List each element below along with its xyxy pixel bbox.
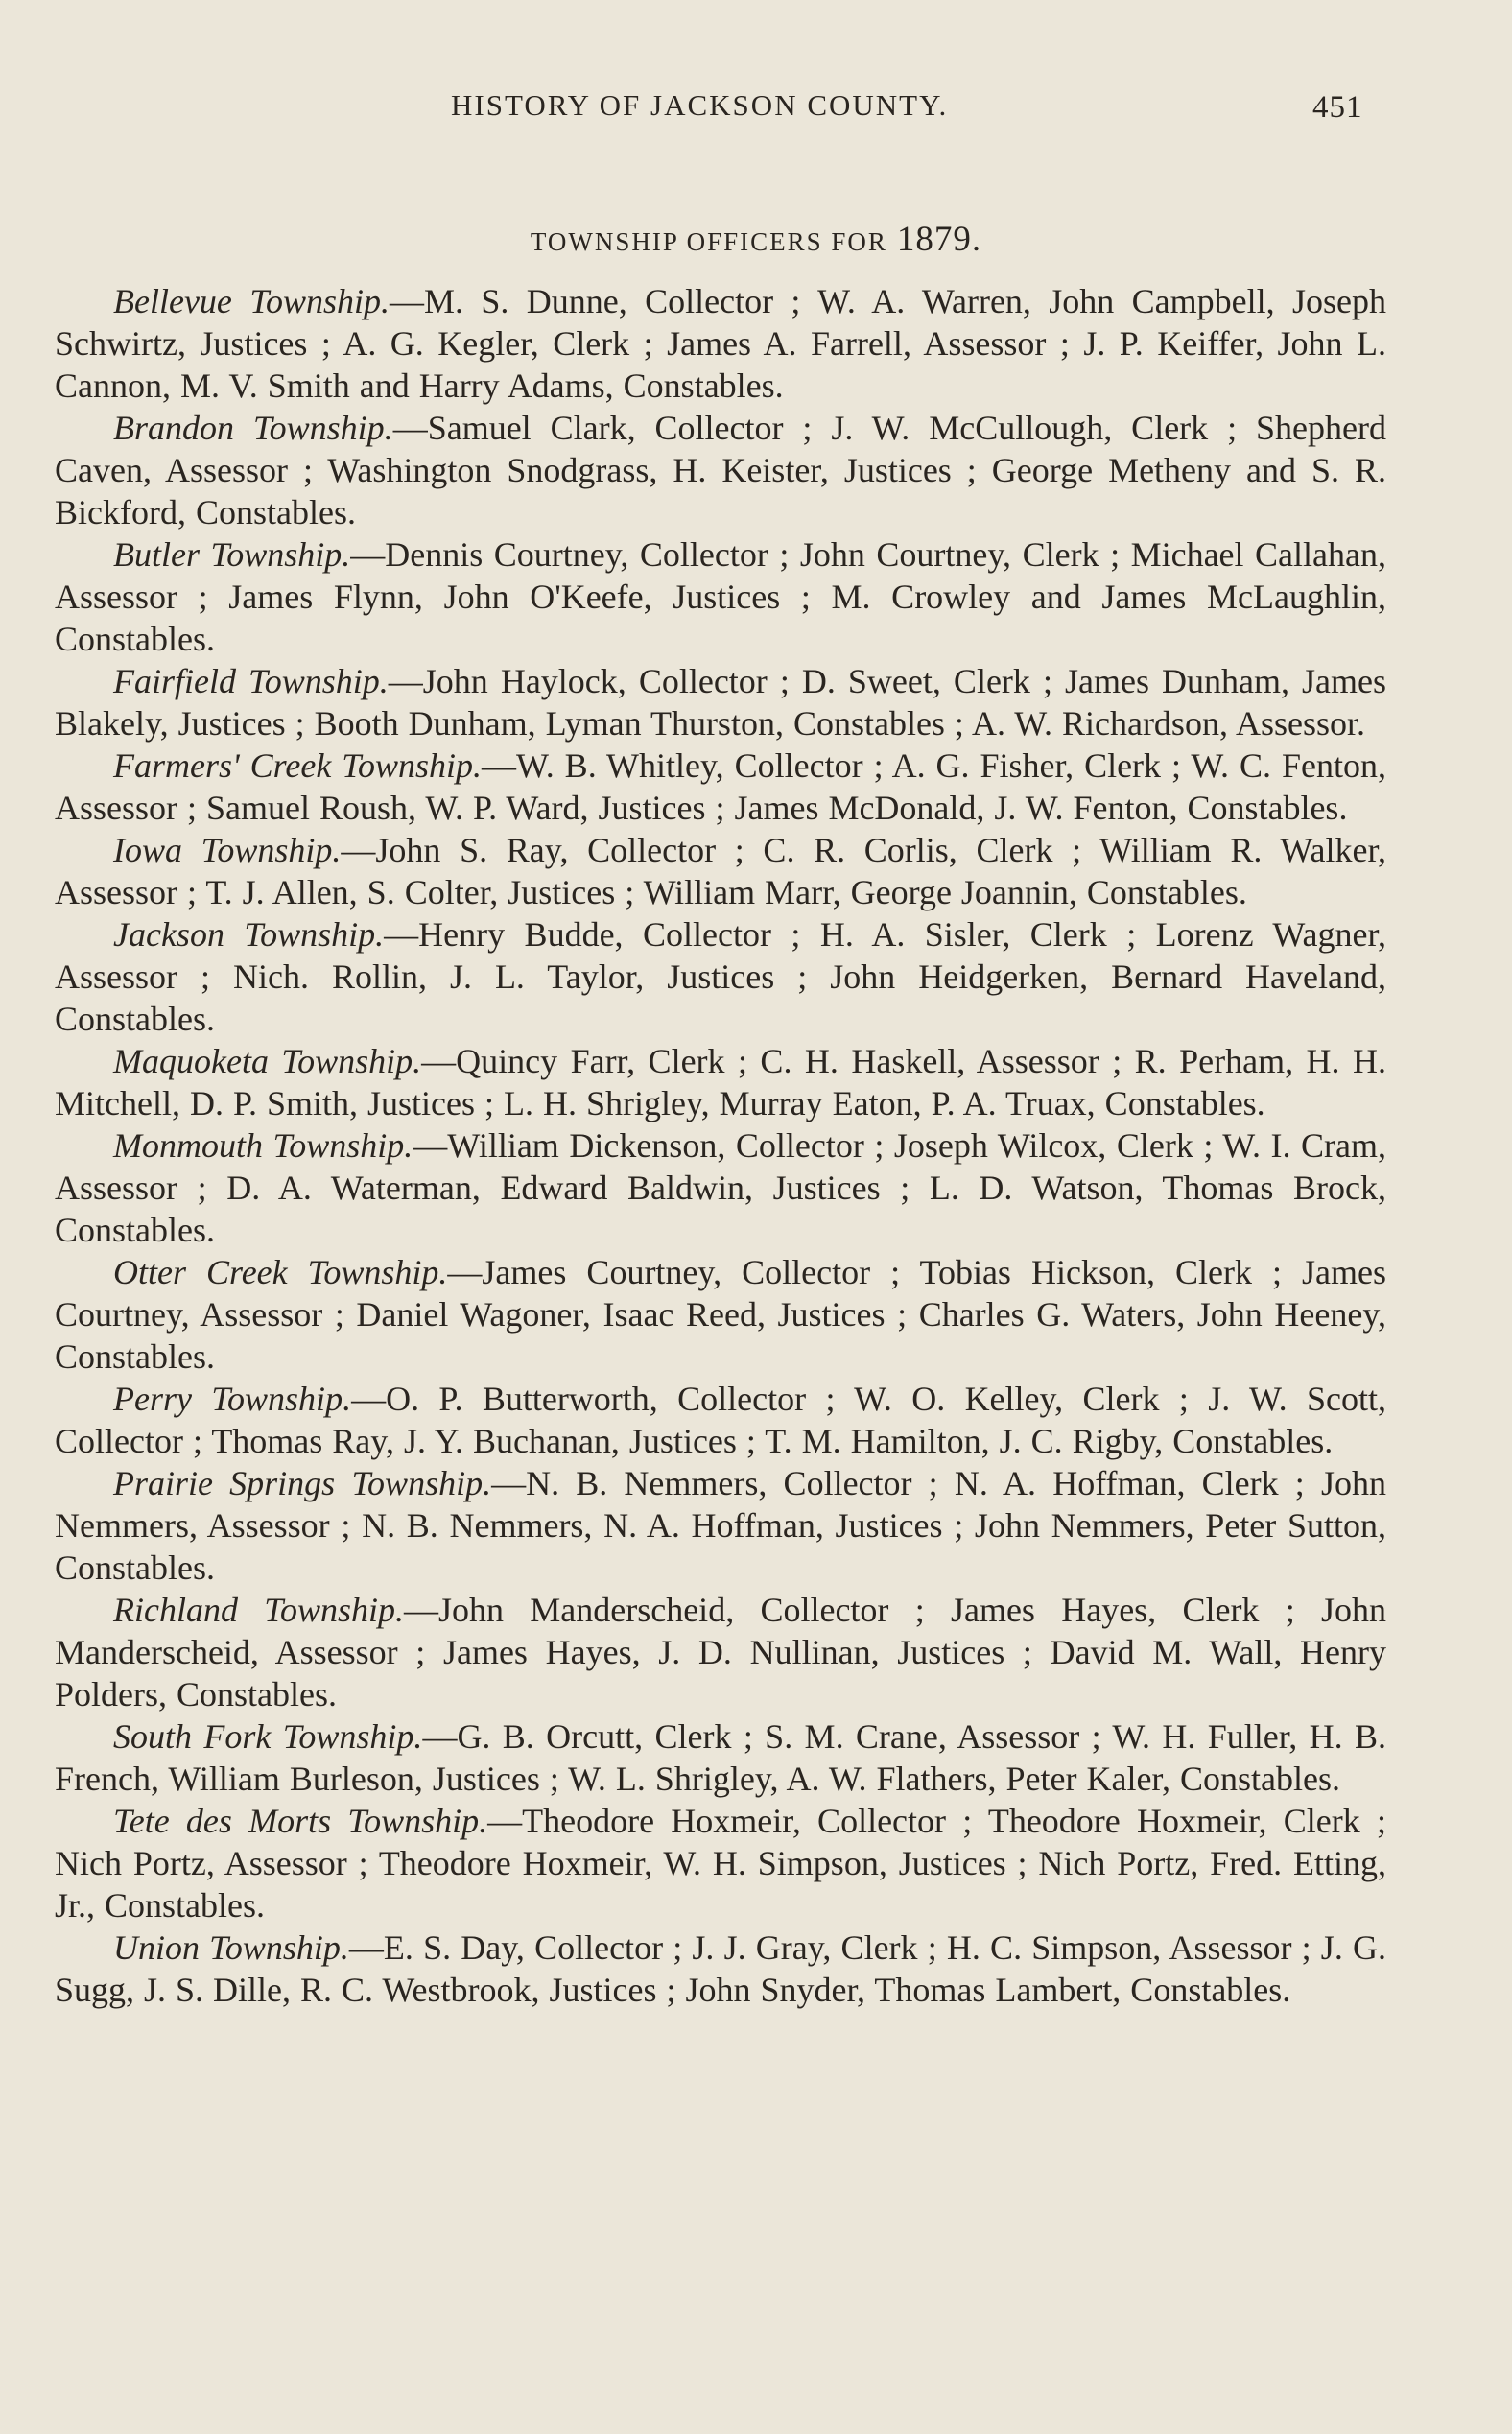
township-officers: —W. B. Whitley, Collector ; A. G. Fisher, Clerk ; W. C. Fenton, Assessor ; Samuel Roush, W. P. Ward, Justices ; James McDonald, J. W. Fenton, Constables. [55,746,1387,827]
township-entry [55,1800,1386,1926]
township-name: Richland Township. [113,1591,404,1629]
township-entry [55,1124,1386,1251]
township-entry [55,744,1386,829]
township-name: Monmouth Township. [113,1126,413,1165]
township-officers: —G. B. Orcutt, Clerk ; S. M. Crane, Assessor ; W. H. Fuller, H. B. French, William Burleson, Justices ; W. L. Shrigley, A. W. Flathers, Peter Kaler, Constables. [55,1717,1386,1798]
township-entry [55,1926,1386,2011]
township-name: Brandon Township. [113,409,393,447]
township-officers: —Quincy Farr, Clerk ; C. H. Haskell, Assessor ; R. Perham, H. H. Mitchell, D. P. Smith, Justices ; L. H. Shrigley, Murray Eaton, P. A. Truax, Constables. [55,1042,1386,1122]
township-name: Bellevue Township. [113,282,390,320]
township-officers: —N. B. Nemmers, Collector ; N. A. Hoffman, Clerk ; John Nemmers, Assessor ; N. B. Nemmers, N. A. Hoffman, Justices ; John Nemmers, Peter Sutton, Constables. [55,1464,1386,1587]
township-officers: —John Manderscheid, Collector ; James Hayes, Clerk ; John Manderscheid, Assessor ; James Hayes, J. D. Nullinan, Justices ; David M. Wall, Henry Polders, Constables. [55,1591,1386,1713]
township-entry [55,1378,1386,1462]
township-entry [55,407,1386,533]
township-name: Tete des Morts Township. [113,1802,488,1840]
township-entry [55,1589,1386,1715]
page-number: 451 [1312,90,1363,125]
township-officers: —John S. Ray, Collector ; C. R. Corlis, Clerk ; William R. Walker, Assessor ; T. J. Allen, S. Colter, Justices ; William Marr, George Joannin, Constables. [55,831,1386,911]
township-name: Jackson Township. [113,915,385,954]
township-officers: —James Courtney, Collector ; Tobias Hickson, Clerk ; James Courtney, Assessor ; Daniel Wagoner, Isaac Reed, Justices ; Charles G. Waters, John Heeney, Constables. [55,1253,1386,1376]
township-entry [55,1462,1386,1589]
section-title-text: TOWNSHIP OFFICERS FOR [530,227,887,256]
running-head: HISTORY OF JACKSON COUNTY. [451,88,949,122]
township-name: Farmers' Creek Township. [113,746,483,785]
section-title [0,219,1512,260]
township-officers: —Theodore Hoxmeir, Collector ; Theodore Hoxmeir, Clerk ; Nich Portz, Assessor ; Theodore Hoxmeir, W. H. Simpson, Justices ; Nich Portz, Fred. Etting, Jr., Constables. [55,1802,1386,1925]
township-officers-list [55,280,1386,2011]
township-name: South Fork Township. [113,1717,423,1756]
township-entry [55,913,1386,1040]
township-entry [55,829,1386,913]
township-officers: —Samuel Clark, Collector ; J. W. McCullough, Clerk ; Shepherd Caven, Assessor ; Washington Snodgrass, H. Keister, Justices ; George Metheny and S. R. Bickford, Constables. [55,409,1386,532]
township-officers: —Henry Budde, Collector ; H. A. Sisler, Clerk ; Lorenz Wagner, Assessor ; Nich. Rollin, J. L. Taylor, Justices ; John Heidgerken, Bernard Haveland, Constables. [55,915,1387,1038]
township-entry [55,1715,1386,1800]
township-name: Union Township. [113,1928,349,1967]
township-officers: —William Dickenson, Collector ; Joseph Wilcox, Clerk ; W. I. Cram, Assessor ; D. A. Waterman, Edward Baldwin, Justices ; L. D. Watson, Thomas Brock, Constables. [55,1126,1386,1249]
page-header [0,88,1512,127]
township-name: Perry Township. [113,1380,352,1418]
township-officers: —M. S. Dunne, Collector ; W. A. Warren, John Campbell, Joseph Schwirtz, Justices ; A. G. Kegler, Clerk ; James A. Farrell, Assessor ; J. P. Keiffer, John L. Cannon, M. V. Smith and Harry Adams, Constables. [55,282,1386,405]
township-name: Maquoketa Township. [113,1042,422,1080]
township-entry [55,1040,1386,1124]
township-entry [55,280,1386,407]
township-officers: —O. P. Butterworth, Collector ; W. O. Kelley, Clerk ; J. W. Scott, Collector ; Thomas Ray, J. Y. Buchanan, Justices ; T. M. Hamilton, J. C. Rigby, Constables. [55,1380,1386,1460]
township-name: Fairfield Township. [113,662,389,700]
township-name: Iowa Township. [113,831,342,869]
township-officers: —John Haylock, Collector ; D. Sweet, Clerk ; James Dunham, James Blakely, Justices ; Booth Dunham, Lyman Thurston, Constables ; A. W. Richardson, Assessor. [55,662,1387,743]
township-entry [55,533,1386,660]
township-entry [55,1251,1386,1378]
section-title-year: 1879. [896,220,982,259]
township-entry [55,660,1386,744]
township-officers: —Dennis Courtney, Collector ; John Courtney, Clerk ; Michael Callahan, Assessor ; James Flynn, John O'Keefe, Justices ; M. Crowley and James McLaughlin, Constables. [55,535,1386,658]
township-officers: —E. S. Day, Collector ; J. J. Gray, Clerk ; H. C. Simpson, Assessor ; J. G. Sugg, J. S. Dille, R. C. Westbrook, Justices ; John Snyder, Thomas Lambert, Constables. [55,1928,1386,2009]
township-name: Prairie Springs Township. [113,1464,492,1502]
township-name: Otter Creek Township. [113,1253,448,1291]
township-name: Butler Township. [113,535,351,574]
